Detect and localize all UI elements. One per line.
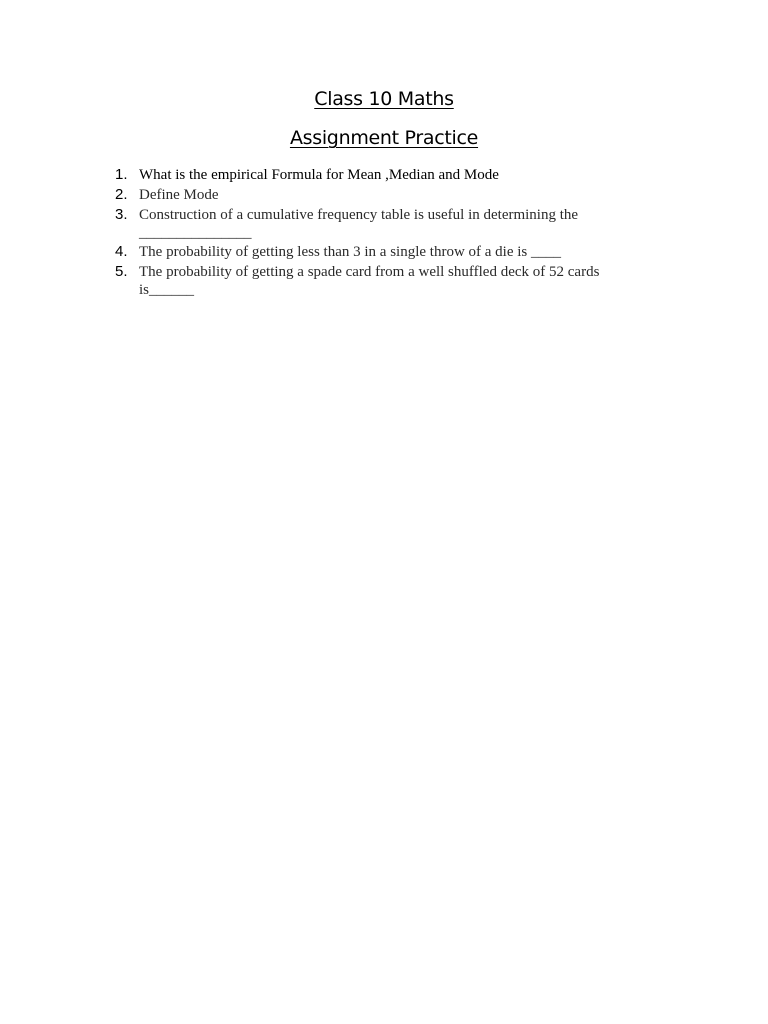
document-title-text: Class 10 Maths <box>314 88 454 110</box>
document-subtitle <box>0 127 768 149</box>
question-text: The probability of getting a spade card from a well shuffled deck of 52 cards is______ <box>139 264 600 298</box>
question-number: 4. <box>115 243 128 260</box>
question-number: 2. <box>115 186 128 203</box>
question-text: The probability of getting less than 3 in a single throw of a die is ____ <box>139 244 562 260</box>
question-text: What is the empirical Formula for Mean ,Median and Mode <box>139 167 499 183</box>
question-number: 5. <box>115 263 128 280</box>
document-subtitle-text: Assignment Practice <box>289 127 479 149</box>
document-title <box>0 88 768 110</box>
question-number: 1. <box>115 166 128 183</box>
question-number: 3. <box>115 206 128 223</box>
question-text: Construction of a cumulative frequency table is useful in determining the _______________ <box>139 207 579 241</box>
question-text: Define Mode <box>139 187 219 203</box>
